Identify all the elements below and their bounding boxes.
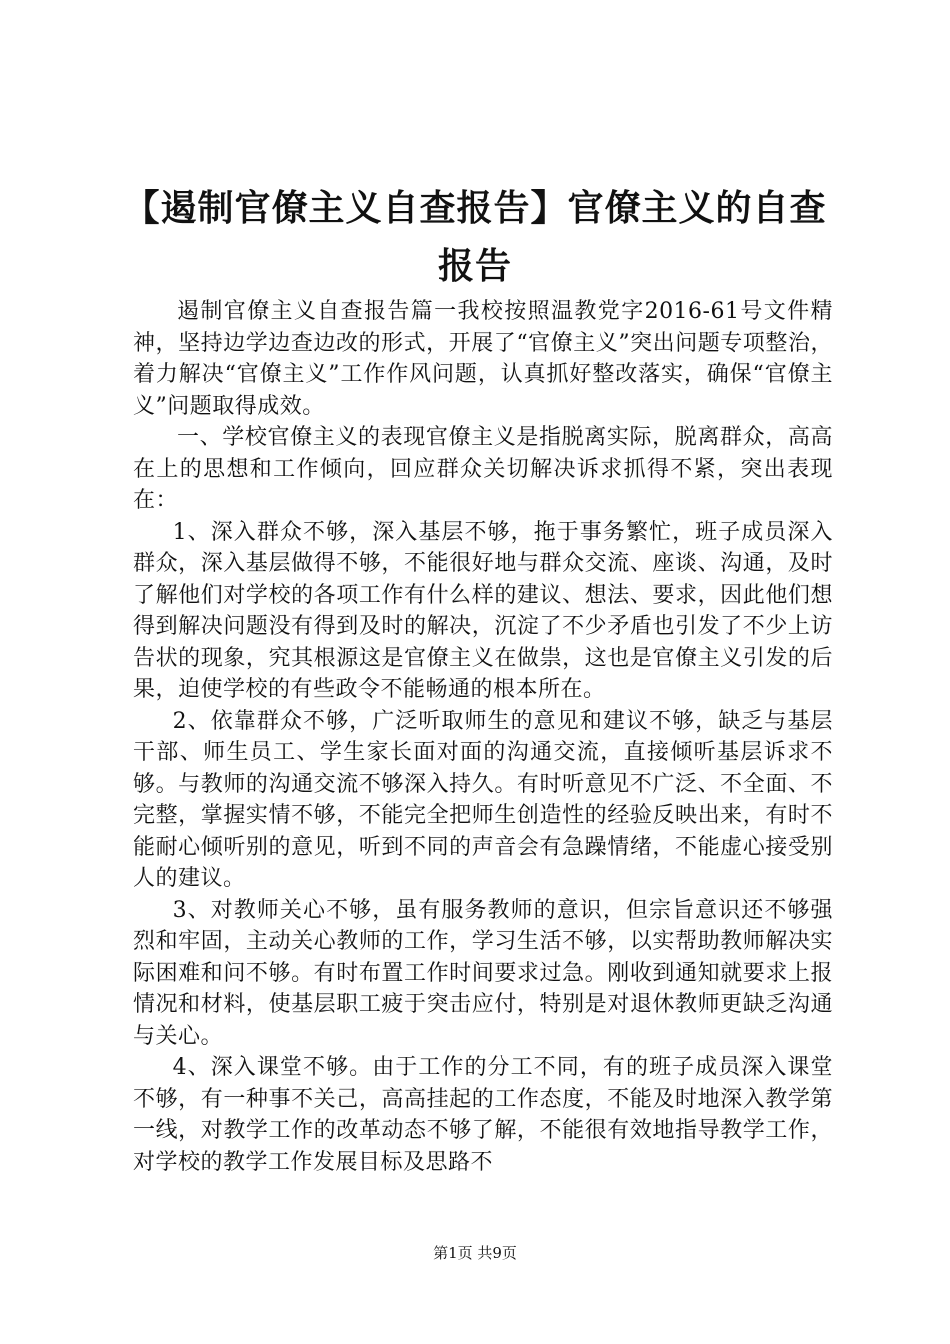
paragraph-item-1: 1、深入群众不够，深入基层不够，拖于事务繁忙，班子成员深入群众，深入基层做得不够，不能很好地与群众交流、座谈、沟通，及时了解他们对学校的各项工作有什么样的建议、想法、要求，因此他们想得到解决问题没有得到及时的解决，沉淀了不少矛盾也引发了不少上访告状的现象，究其根源这是官僚主义在做祟，这也是官僚主义引发的后果，迫使学校的有些政令不能畅通的根本所在。 <box>133 519 833 702</box>
paragraph-item-4: 4、深入课堂不够。由于工作的分工不同，有的班子成员深入课堂不够，有一种事不关己，高高挂起的工作态度，不能及时地深入教学第一线，对教学工作的改革动态不够了解，不能很有效地指导教学工作，对学校的教学工作发展目标及思路不 <box>133 1055 833 1175</box>
paragraph-section-1: 一、学校官僚主义的表现官僚主义是指脱离实际，脱离群众，高高在上的思想和工作倾向，回应群众关切解决诉求抓得不紧，突出表现在： <box>133 425 833 513</box>
document-title: 【遏制官僚主义自查报告】官僚主义的自查报告 <box>123 188 827 287</box>
document-body <box>133 296 833 1178</box>
page-number-footer: 第1页 共9页 <box>433 1244 517 1262</box>
paragraph-item-2: 2、依靠群众不够，广泛听取师生的意见和建议不够，缺乏与基层干部、师生员工、学生家长面对面的沟通交流，直接倾听基层诉求不够。与教师的沟通交流不够深入持久。有时听意见不广泛、不全面、不完整，掌握实情不够，不能完全把师生创造性的经验反映出来，有时不能耐心倾听别的意见，听到不同的声音会有急躁情绪，不能虚心接受别人的建议。 <box>133 708 833 891</box>
paragraph-item-3: 3、对教师关心不够，虽有服务教师的意识，但宗旨意识还不够强烈和牢固，主动关心教师的工作，学习生活不够，以实帮助教师解决实际困难和问不够。有时布置工作时间要求过急。刚收到通知就要求上报情况和材料，使基层职工疲于突击应付，特别是对退休教师更缺乏沟通与关心。 <box>133 897 833 1049</box>
paragraph-intro: 遏制官僚主义自查报告篇一我校按照温教党字2016-61号文件精神，坚持边学边查边改的形式，开展了“官僚主义”突出问题专项整治，着力解决“官僚主义”工作作风问题，认真抓好整改落实，确保“官僚主义”问题取得成效。 <box>133 299 833 419</box>
